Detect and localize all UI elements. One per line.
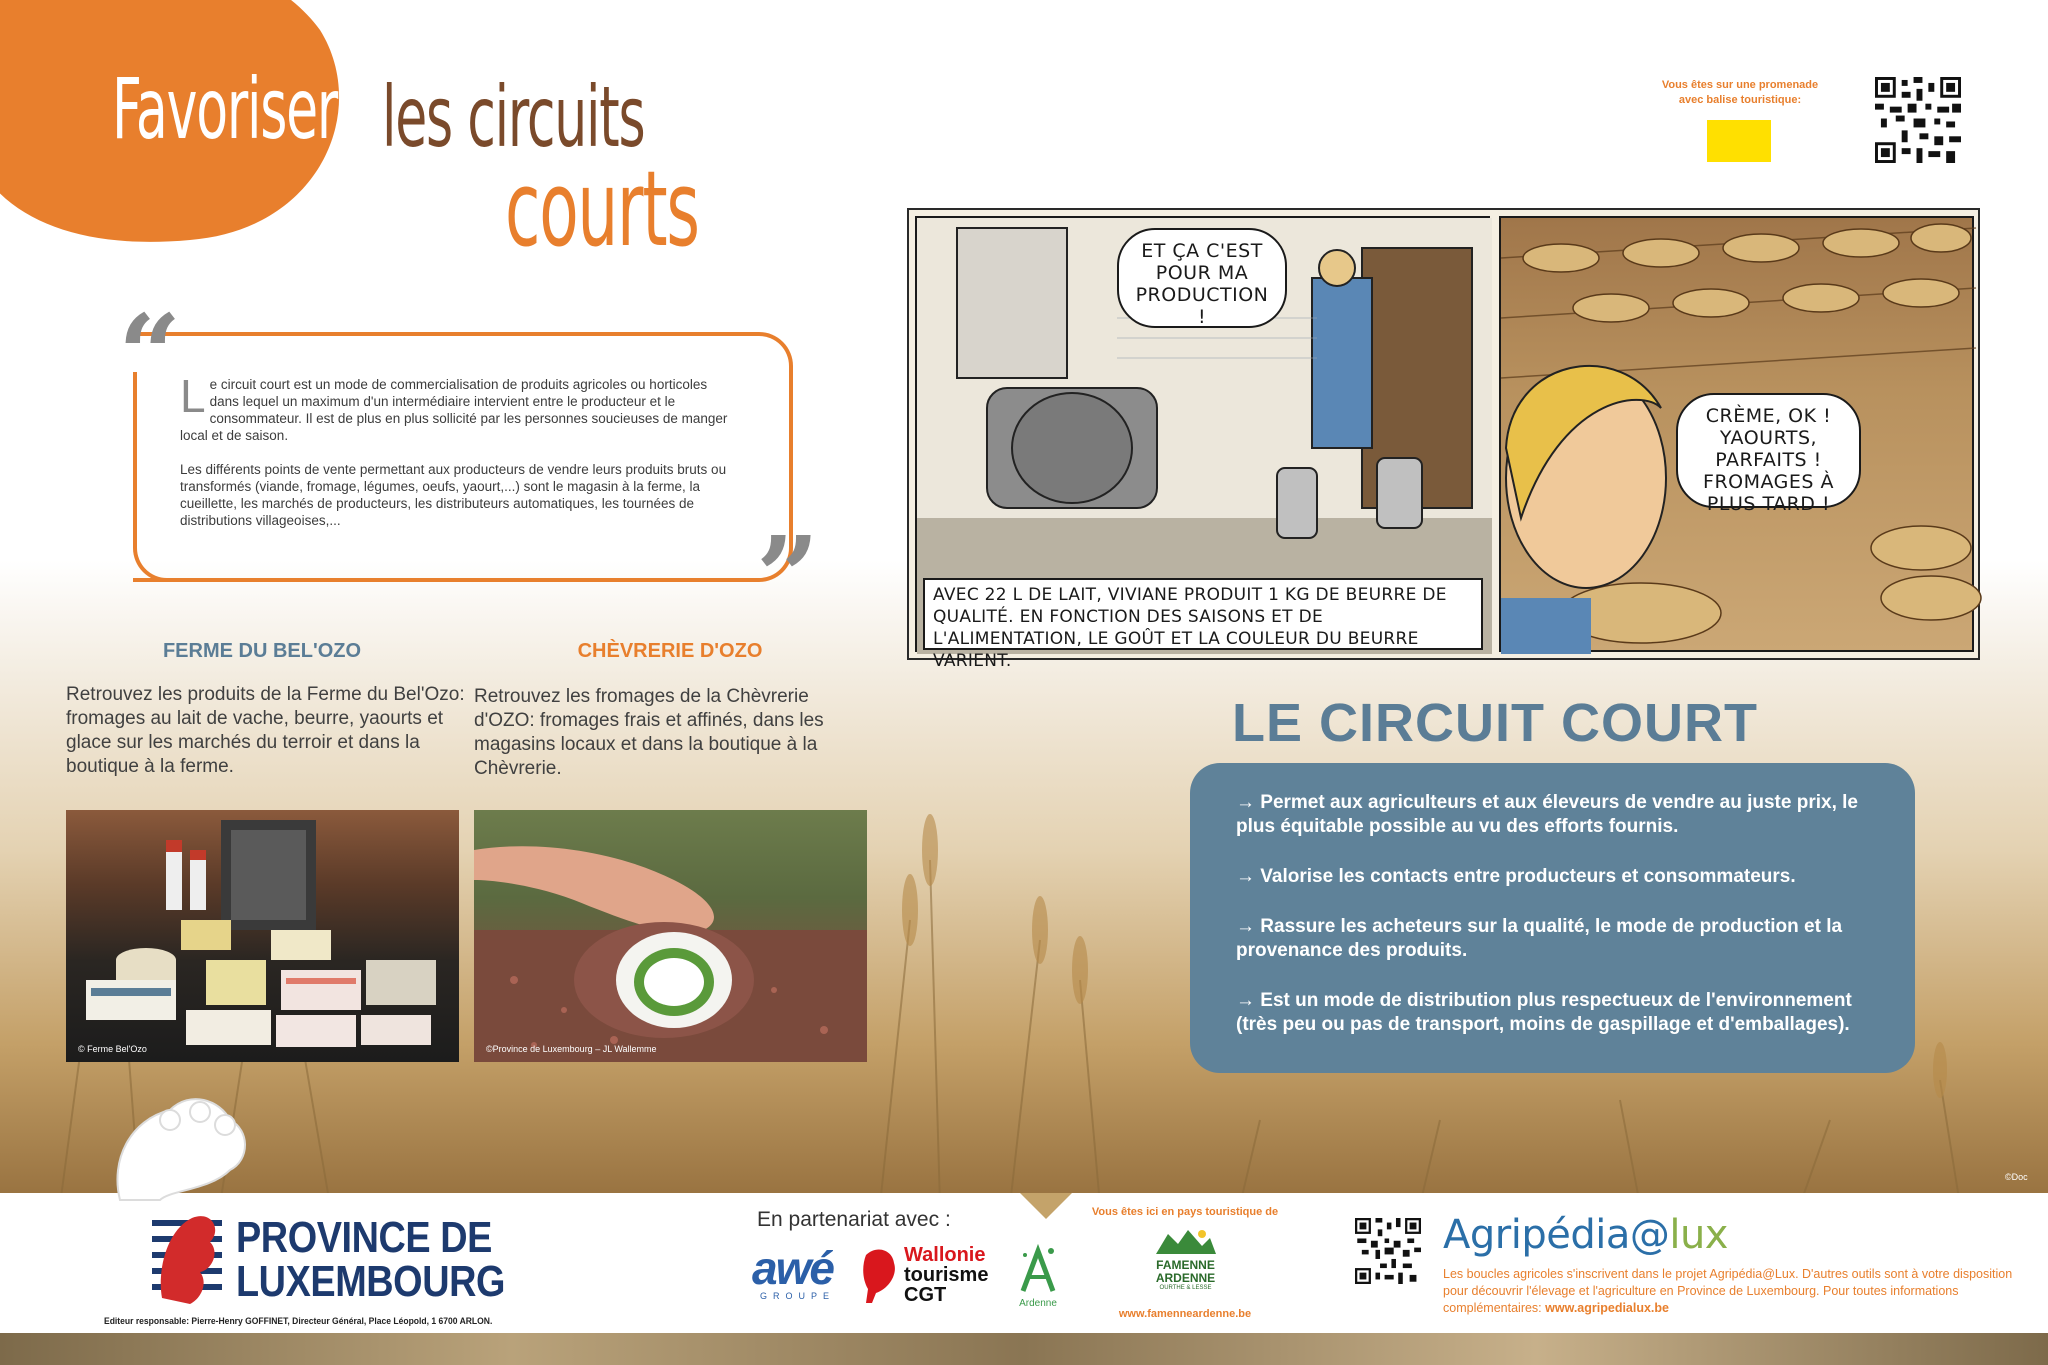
balise-label	[1640, 78, 1840, 108]
comic-strip	[907, 208, 1980, 671]
balise-color-swatch	[1707, 120, 1771, 162]
quote-text	[180, 370, 740, 546]
comic-panel-1	[915, 216, 1490, 671]
famenne-line-3: OURTHE & LESSE	[1159, 1285, 1212, 1291]
quote-paragraph-2: Les différents points de vente permettant aux producteurs de vendre leurs produits bruts ou transformés (viande, fromage, légumes, oeufs, yaourt,...) sont le magasin à la ferme, la cueillette, les marchés de producteurs, les distributeurs automatiques, les tournées de distributions villageoises,...	[180, 462, 727, 528]
farm-1-photo-credit: © Ferme Bel'Ozo	[78, 1044, 147, 1054]
agripedia-logo	[1443, 1212, 1728, 1258]
awe-logo-text: awé	[752, 1242, 833, 1294]
agripedia-url-link[interactable]: www.agripedialux.be	[1545, 1301, 1669, 1315]
awe-logo	[752, 1242, 836, 1301]
title-favoriser: Favoriser	[112, 60, 338, 158]
benefit-item: → Est un mode de distribution plus respectueux de l'environnement (très peu ou pas de transport, moins de gaspillage et d'emballages).	[1236, 990, 1852, 1035]
qr-code-icon[interactable]	[1875, 77, 1961, 163]
province-name	[236, 1213, 505, 1306]
province-lion-logo	[152, 1210, 222, 1306]
dropcap-letter: L	[180, 370, 206, 422]
balise-label-line-1: Vous êtes sur une promenade	[1661, 79, 1819, 91]
footer-notch	[1020, 1193, 1072, 1219]
ardenne-logo	[1015, 1245, 1061, 1309]
farm-2-photo-credit: ©Province de Luxembourg – JL Wallemme	[486, 1044, 657, 1054]
comic-caption: AVEC 22 L DE LAIT, VIVIANE PRODUIT 1 KG DE BEURRE DE QUALITÉ. EN FONCTION DES SAISONS ET DE L'ALIMENTATION, LE GOÛT ET LA COULEUR DU BEURRE VARIENT.	[923, 578, 1483, 650]
wallonie-line-1: Wallonie	[904, 1244, 986, 1266]
province-name-line-2: LUXEMBOURG	[236, 1257, 505, 1306]
farm-2-photo	[474, 810, 867, 1062]
agripedia-logo-main: Agripédia@	[1443, 1212, 1670, 1258]
goat-cheese-illustration	[474, 810, 867, 1062]
farm-2-title: CHÈVRERIE D'OZO	[577, 640, 763, 662]
circuit-court-title: LE CIRCUIT COURT	[1232, 693, 1758, 753]
farm-1-title: FERME DU BEL'OZO	[162, 640, 362, 662]
wallonie-line-2: tourisme	[904, 1264, 989, 1286]
rooster-icon	[862, 1245, 898, 1305]
dairy-products-illustration	[66, 810, 459, 1062]
ardenne-a-icon	[1015, 1245, 1061, 1293]
title-courts: courts	[505, 148, 699, 270]
awe-logo-sub: GROUPE	[760, 1291, 836, 1301]
famenne-ardenne-logo	[1148, 1228, 1223, 1298]
quote-paragraph-1-text: e circuit court est un mode de commercialisation de produits agricoles ou horticoles dans lequel un maximum d'un intermédiaire intervient entre le producteur et le consommateur. Il est de plus en plus sollicité par les personnes soucieuses de manger local et de saison.	[180, 377, 728, 443]
famenne-url-link[interactable]: www.famenneardenne.be	[1118, 1308, 1252, 1320]
qr-code-icon[interactable]	[1355, 1218, 1421, 1284]
farm-1-description: Retrouvez les produits de la Ferme du Bel'Ozo: fromages au lait de vache, beurre, yaourts et glace sur les marchés du terroir et dans la boutique à la ferme.	[66, 684, 465, 777]
speech-bubble-1: ET ÇA C'EST POUR MA PRODUCTION !	[1117, 228, 1287, 328]
title-les-circuits: les circuits	[382, 68, 645, 166]
speech-bubble-2: CRÈME, OK ! YAOURTS, PARFAITS ! FROMAGES À PLUS TARD !	[1676, 393, 1861, 508]
editor-responsible: Editeur responsable: Pierre-Henry GOFFINET, Directeur Général, Place Léopold, 1 6700 ARLON.	[104, 1316, 493, 1327]
farm-1-photo	[66, 810, 459, 1062]
farm-2-description: Retrouvez les fromages de la Chèvrerie d'OZO: fromages frais et affinés, dans les magasins locaux et dans la boutique à la Chèvrerie.	[474, 686, 824, 779]
famenne-line-2: ARDENNE	[1155, 1271, 1216, 1285]
comic-panel-2	[1499, 216, 1974, 652]
circuit-court-benefits	[1190, 763, 1915, 1073]
balise-label-line-2: avec balise touristique:	[1678, 94, 1802, 106]
province-name-line-1: PROVINCE DE	[236, 1213, 492, 1262]
agripedia-logo-lux: lux	[1669, 1212, 1728, 1258]
benefit-item: → Permet aux agriculteurs et aux éleveurs de vendre au juste prix, le plus équitable possible au vu des efforts fournis.	[1236, 792, 1858, 837]
bottom-wheat-strip	[0, 1330, 2048, 1365]
province-crown-emblem	[100, 1090, 260, 1210]
benefit-item: → Rassure les acheteurs sur la qualité, le mode de production et la provenance des produits.	[1236, 916, 1843, 961]
famenne-line-1: FAMENNE	[1156, 1258, 1215, 1272]
ardenne-logo-text: Ardenne	[1019, 1298, 1057, 1309]
pays-touristique-label: Vous êtes ici en pays touristique de	[1091, 1206, 1279, 1218]
wallonie-line-3: CGT	[904, 1284, 947, 1306]
agripedia-description-text: Les boucles agricoles s'inscrivent dans le projet Agripédia@Lux. D'autres outils sont à votre disposition pour découvrir l'élevage et l'agriculture en Province de Luxembourg. Pour toutes informations complémentaires:	[1443, 1267, 2013, 1315]
agripedia-description	[1443, 1266, 2023, 1317]
partner-label: En partenariat avec :	[757, 1208, 951, 1231]
open-quote-mark: “	[118, 290, 182, 419]
close-quote-mark: ”	[756, 512, 820, 641]
wallonie-tourisme-logo	[862, 1245, 988, 1305]
famenne-hills-icon	[1156, 1228, 1216, 1254]
quote-paragraph-1	[180, 370, 740, 444]
benefit-item: → Valorise les contacts entre producteurs et consommateurs.	[1236, 866, 1796, 887]
doc-credit: ©Doc	[2005, 1172, 2028, 1182]
